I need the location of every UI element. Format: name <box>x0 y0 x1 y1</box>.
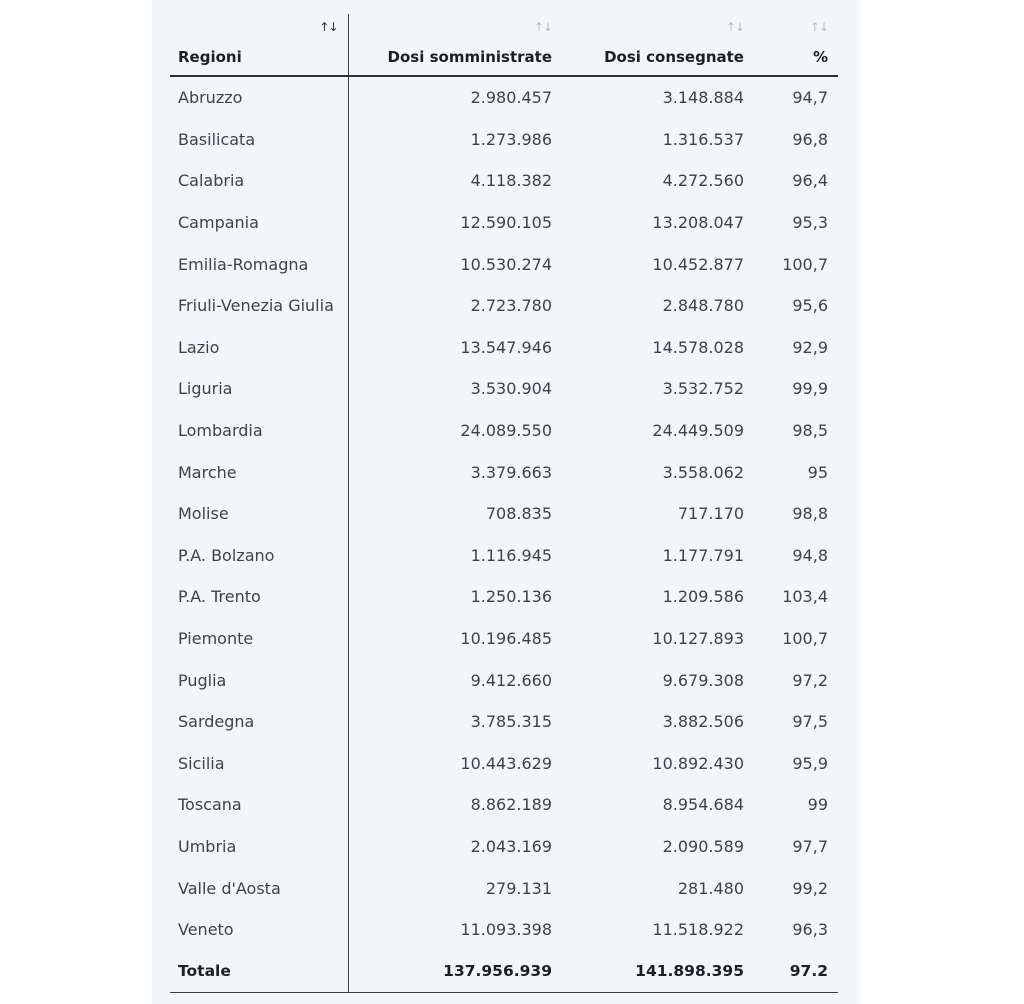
sort-arrows-icon[interactable]: ↑↓ <box>809 20 828 34</box>
administered-cell: 2.723.780 <box>470 296 552 316</box>
percent-cell: 100,7 <box>782 629 828 649</box>
total-label: Totale <box>170 950 348 992</box>
region-cell: Liguria <box>170 368 348 410</box>
delivered-cell: 11.518.922 <box>652 920 744 940</box>
percent-cell: 103,4 <box>782 587 828 607</box>
table-body <box>170 76 838 993</box>
table-row <box>170 576 838 618</box>
percent-cell: 95,9 <box>792 753 828 773</box>
column-label: Regioni <box>178 48 242 66</box>
region-cell: Sardegna <box>170 701 348 743</box>
total-administered: 137.956.939 <box>348 950 562 992</box>
column-label: Dosi consegnate <box>604 48 744 66</box>
region-cell: Abruzzo <box>170 76 348 119</box>
table-row <box>170 826 838 868</box>
region-cell: Valle d'Aosta <box>170 867 348 909</box>
administered-cell: 3.530.904 <box>470 379 552 399</box>
table-header-row <box>170 14 838 76</box>
administered-cell: 12.590.105 <box>460 213 552 233</box>
table-row <box>170 659 838 701</box>
table-row <box>170 743 838 785</box>
administered-cell: 10.443.629 <box>460 753 552 773</box>
administered-cell: 13.547.946 <box>460 337 552 357</box>
percent-cell: 96,8 <box>792 129 828 149</box>
column-header-dosi-consegnate[interactable] <box>562 14 754 76</box>
vaccine-doses-table <box>170 14 838 993</box>
delivered-cell: 10.452.877 <box>652 254 744 274</box>
table-row <box>170 493 838 535</box>
table-row <box>170 451 838 493</box>
percent-cell: 95,6 <box>792 296 828 316</box>
sort-arrows-icon[interactable]: ↑↓ <box>533 20 552 34</box>
column-label: % <box>812 48 828 66</box>
table-row <box>170 119 838 161</box>
percent-cell: 97,7 <box>792 836 828 856</box>
table-row <box>170 867 838 909</box>
table-row <box>170 410 838 452</box>
percent-cell: 98,8 <box>792 504 828 524</box>
region-cell: Basilicata <box>170 119 348 161</box>
region-cell: Campania <box>170 202 348 244</box>
delivered-cell: 13.208.047 <box>652 213 744 233</box>
administered-cell: 9.412.660 <box>470 670 552 690</box>
delivered-cell: 4.272.560 <box>662 171 744 191</box>
column-label: Dosi somministrate <box>387 48 552 66</box>
table-row <box>170 327 838 369</box>
administered-cell: 3.785.315 <box>470 712 552 732</box>
percent-cell: 97,2 <box>792 670 828 690</box>
table-row <box>170 535 838 577</box>
table-row <box>170 909 838 951</box>
data-panel <box>152 0 860 1004</box>
administered-cell: 279.131 <box>485 878 552 898</box>
administered-cell: 1.250.136 <box>470 587 552 607</box>
region-cell: Marche <box>170 451 348 493</box>
administered-cell: 3.379.663 <box>470 462 552 482</box>
total-percent: 97.2 <box>754 950 838 992</box>
column-header-percent[interactable] <box>754 14 838 76</box>
delivered-cell: 1.209.586 <box>662 587 744 607</box>
delivered-cell: 3.882.506 <box>662 712 744 732</box>
delivered-cell: 3.532.752 <box>662 379 744 399</box>
region-cell: Molise <box>170 493 348 535</box>
region-cell: P.A. Bolzano <box>170 535 348 577</box>
region-cell: Lazio <box>170 327 348 369</box>
column-header-regioni[interactable] <box>170 14 348 76</box>
administered-cell: 708.835 <box>485 504 552 524</box>
percent-cell: 95,3 <box>792 213 828 233</box>
region-cell: Puglia <box>170 659 348 701</box>
delivered-cell: 10.892.430 <box>652 753 744 773</box>
percent-cell: 99,9 <box>792 379 828 399</box>
delivered-cell: 14.578.028 <box>652 337 744 357</box>
percent-cell: 96,3 <box>792 920 828 940</box>
region-cell: Emilia-Romagna <box>170 243 348 285</box>
table-row <box>170 618 838 660</box>
delivered-cell: 1.177.791 <box>662 545 744 565</box>
region-cell: P.A. Trento <box>170 576 348 618</box>
region-cell: Piemonte <box>170 618 348 660</box>
region-cell: Umbria <box>170 826 348 868</box>
administered-cell: 10.530.274 <box>460 254 552 274</box>
administered-cell: 24.089.550 <box>460 421 552 441</box>
region-cell: Veneto <box>170 909 348 951</box>
delivered-cell: 717.170 <box>677 504 744 524</box>
table-row <box>170 784 838 826</box>
sort-arrows-icon[interactable]: ↑↓ <box>725 20 744 34</box>
delivered-cell: 3.148.884 <box>662 88 744 108</box>
administered-cell: 2.043.169 <box>470 836 552 856</box>
delivered-cell: 1.316.537 <box>662 129 744 149</box>
region-cell: Friuli-Venezia Giulia <box>170 285 348 327</box>
administered-cell: 10.196.485 <box>460 629 552 649</box>
sort-arrows-icon[interactable]: ↑↓ <box>319 20 338 34</box>
delivered-cell: 9.679.308 <box>662 670 744 690</box>
delivered-cell: 2.848.780 <box>662 296 744 316</box>
administered-cell: 2.980.457 <box>470 88 552 108</box>
region-cell: Lombardia <box>170 410 348 452</box>
delivered-cell: 10.127.893 <box>652 629 744 649</box>
percent-cell: 96,4 <box>792 171 828 191</box>
table-row <box>170 160 838 202</box>
table-row <box>170 368 838 410</box>
table-row <box>170 202 838 244</box>
table-row <box>170 76 838 119</box>
percent-cell: 100,7 <box>782 254 828 274</box>
percent-cell: 94,8 <box>792 545 828 565</box>
column-header-dosi-somministrate[interactable] <box>348 14 562 76</box>
administered-cell: 11.093.398 <box>460 920 552 940</box>
percent-cell: 92,9 <box>792 337 828 357</box>
table-row <box>170 243 838 285</box>
delivered-cell: 281.480 <box>677 878 744 898</box>
delivered-cell: 2.090.589 <box>662 836 744 856</box>
percent-cell: 98,5 <box>792 421 828 441</box>
percent-cell: 97,5 <box>792 712 828 732</box>
delivered-cell: 8.954.684 <box>662 795 744 815</box>
administered-cell: 1.116.945 <box>470 545 552 565</box>
administered-cell: 4.118.382 <box>470 171 552 191</box>
region-cell: Sicilia <box>170 743 348 785</box>
administered-cell: 8.862.189 <box>470 795 552 815</box>
percent-cell: 99,2 <box>792 878 828 898</box>
delivered-cell: 3.558.062 <box>662 462 744 482</box>
region-cell: Toscana <box>170 784 348 826</box>
region-cell: Calabria <box>170 160 348 202</box>
total-row <box>170 950 838 992</box>
table-row <box>170 285 838 327</box>
percent-cell: 94,7 <box>792 88 828 108</box>
delivered-cell: 24.449.509 <box>652 421 744 441</box>
percent-cell: 95 <box>807 462 828 482</box>
table-row <box>170 701 838 743</box>
total-delivered: 141.898.395 <box>562 950 754 992</box>
percent-cell: 99 <box>807 795 828 815</box>
administered-cell: 1.273.986 <box>470 129 552 149</box>
